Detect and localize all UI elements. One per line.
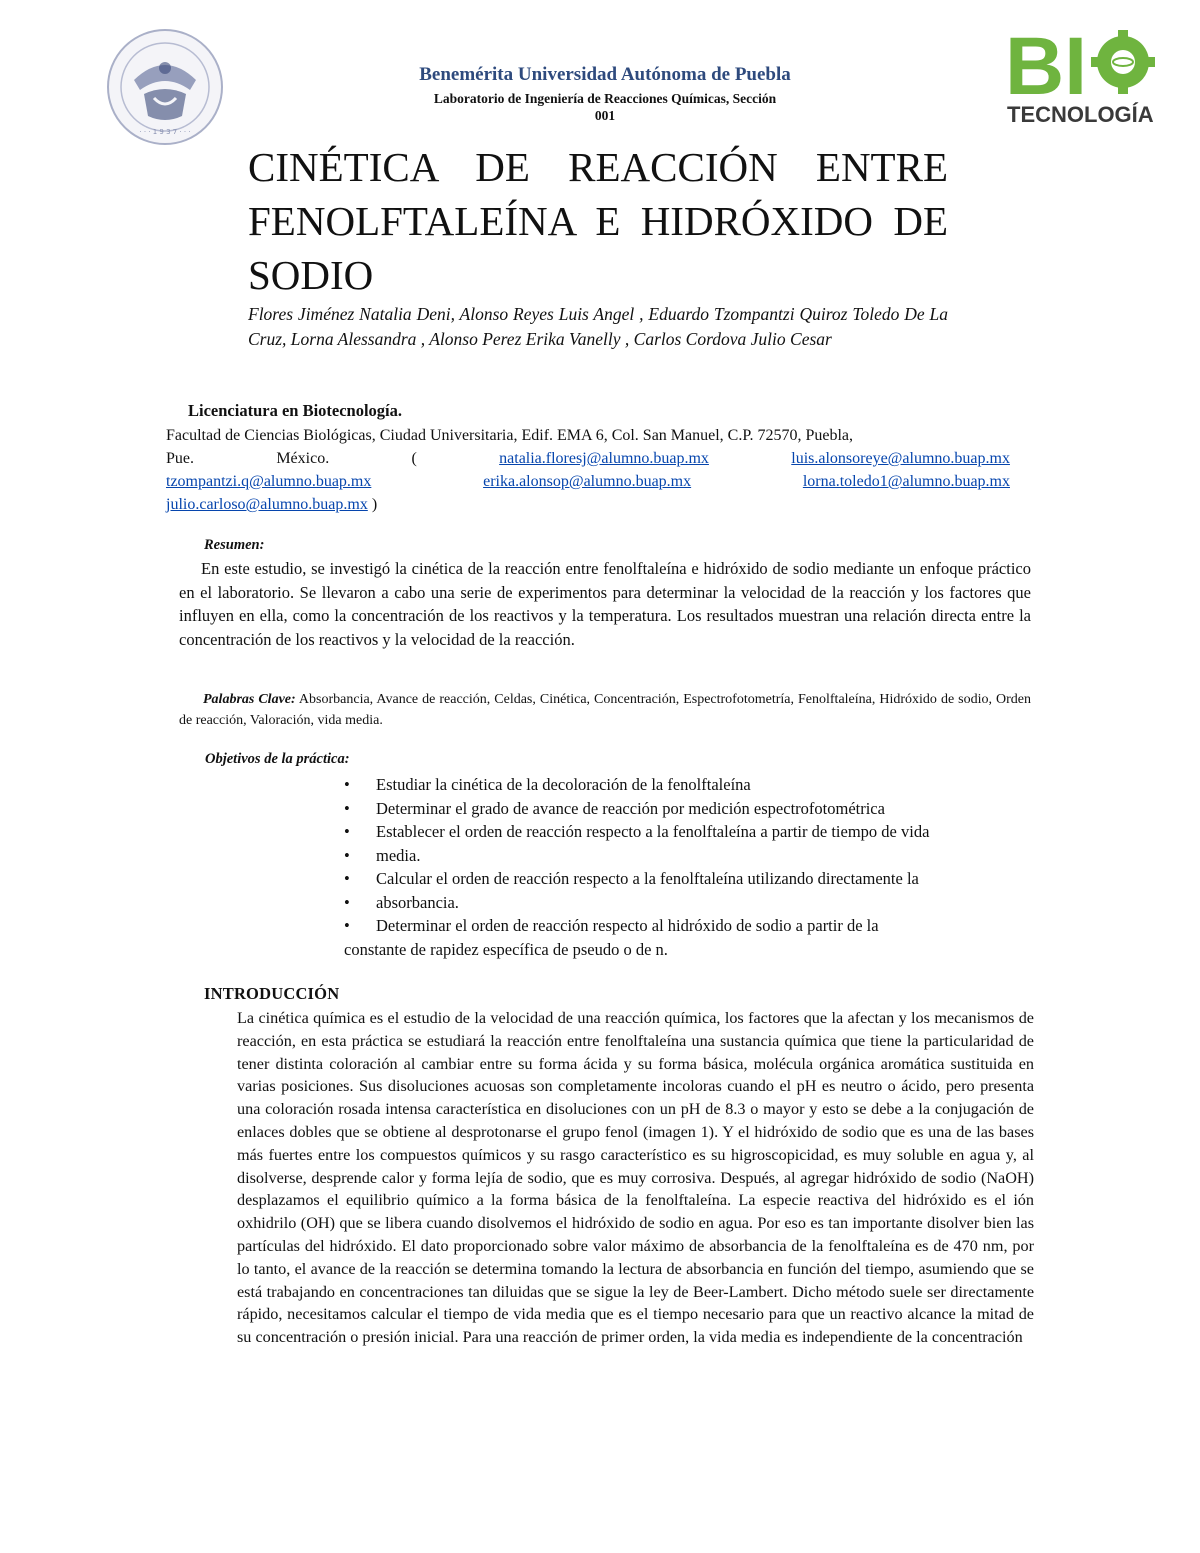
bullet-icon: • bbox=[344, 845, 350, 865]
author-list: Flores Jiménez Natalia Deni, Alonso Reyes Luis Angel , Eduardo Tzompantzi Quiroz Toledo De La Cruz, Lorna Alessandra , Alonso Perez Erika Vanelly , Carlos Cordova Julio Cesar bbox=[248, 304, 948, 349]
abstract-text: En este estudio, se investigó la cinética de la reacción entre fenolftaleína e hidróxido de sodio mediante un enfoque práctico en el laboratorio. Se llevaron a cabo una serie de experimentos para determinar la velocidad de la reacción y los factores que influyen en ella, como la concentración de los reactivos y la temperatura. Los resultados muestran una relación directa entre la concentración de los reactivos y la velocidad de la reacción. bbox=[179, 559, 1031, 649]
bullet-icon: • bbox=[344, 869, 350, 888]
list-item: • Estudiar la cinética de la decoloración de la fenolftaleína bbox=[344, 773, 1034, 797]
list-item: • absorbancia. bbox=[344, 891, 1034, 915]
logo-bi-text: BI bbox=[1005, 21, 1087, 112]
affiliation-block bbox=[166, 424, 1010, 516]
biotecnologia-logo bbox=[1005, 20, 1155, 128]
address-mexico: México. bbox=[276, 450, 330, 467]
email-link[interactable]: lorna.toledo1@alumno.buap.mx bbox=[802, 473, 1010, 490]
email-line-3 bbox=[166, 493, 1010, 516]
keywords-text: Absorbancia, Avance de reacción, Celdas, Cinética, Concentración, Espectrofotometría, Fenolftaleína, Hidróxido de sodio, Orden de reacción, Valoración, vida media. bbox=[179, 692, 1031, 728]
introduction-heading: INTRODUCCIÓN bbox=[204, 984, 340, 1003]
bullet-icon: • bbox=[344, 822, 350, 841]
degree-heading: Licenciatura en Biotecnología. bbox=[188, 401, 403, 420]
list-item: • Determinar el grado de avance de reacción por medición espectrofotométrica bbox=[344, 797, 1034, 821]
lab-name-line2: 001 bbox=[594, 108, 616, 123]
university-seal-logo bbox=[104, 28, 226, 146]
list-item: • Determinar el orden de reacción respecto al hidróxido de sodio a partir de la bbox=[344, 914, 1034, 938]
objectives-list bbox=[344, 773, 1034, 961]
objectives-label: Objetivos de la práctica: bbox=[205, 751, 350, 767]
open-paren: ( bbox=[411, 450, 417, 467]
lab-name bbox=[400, 90, 810, 124]
email-line-2 bbox=[166, 470, 1010, 493]
keywords-label: Palabras Clave: bbox=[203, 692, 296, 707]
email-link[interactable]: tzompantzi.q@alumno.buap.mx bbox=[166, 473, 372, 490]
svg-text:· · · 1 9 3 7 · · ·: · · · 1 9 3 7 · · · bbox=[139, 128, 191, 136]
email-link[interactable]: erika.alonsop@alumno.buap.mx bbox=[483, 473, 692, 490]
list-item: • Establecer el orden de reacción respecto a la fenolftaleína a partir de tiempo de vida bbox=[344, 820, 1034, 844]
paper-title: CINÉTICA DE REACCIÓN ENTRE FENOLFTALEÍNA E HIDRÓXIDO DE SODIO bbox=[248, 144, 948, 298]
bullet-icon: • bbox=[344, 916, 350, 935]
lab-name-line1: Laboratorio de Ingeniería de Reacciones Químicas, Sección bbox=[433, 91, 777, 106]
gear-icon bbox=[1091, 30, 1155, 94]
keywords-block bbox=[179, 689, 1031, 731]
bullet-icon: • bbox=[344, 775, 350, 794]
logo-tecnologia-text: TECNOLOGÍA bbox=[1007, 102, 1154, 127]
faculty-address: Facultad de Ciencias Biológicas, Ciudad Universitaria, Edif. EMA 6, Col. San Manuel, C.P. 72570, Puebla, bbox=[166, 427, 854, 444]
list-item: • media. bbox=[344, 844, 1034, 868]
email-line-1 bbox=[166, 447, 1010, 470]
close-paren: ) bbox=[371, 496, 378, 513]
list-item-continuation: constante de rapidez específica de pseudo o de n. bbox=[344, 939, 668, 959]
bullet-icon: • bbox=[344, 798, 350, 818]
abstract-label: Resumen: bbox=[204, 537, 265, 553]
bullet-icon: • bbox=[344, 892, 350, 912]
list-item: • Calcular el orden de reacción respecto a la fenolftaleína utilizando directamente la bbox=[344, 867, 1034, 891]
email-link[interactable]: natalia.floresj@alumno.buap.mx bbox=[499, 450, 709, 467]
address-pue: Pue. bbox=[166, 450, 194, 467]
university-name: Benemérita Universidad Autónoma de Puebla bbox=[419, 64, 791, 85]
introduction-text: La cinética química es el estudio de la velocidad de una reacción química, los factores que la afectan y los mecanismos de reacción, en esta práctica se estudiará la reacción entre fenolftaleína una sustancia química que tiene la particularidad de tener distinta coloración al cambiar entre su forma ácida y su forma básica, molécula orgánica aromática sustituida en varias posiciones. Sus disoluciones acuosas son completamente incoloras cuando el pH es neutro o ácido, pero presenta una coloración rosada intensa característica en disoluciones con un pH de 8.3 o mayor y esto se debe a la conjugación de enlaces dobles que se obtiene al desprotonarse el grupo fenol (imagen 1). Y el hidróxido de sodio que es una de las bases más fuertes entre los compuestos químicos y su rasgo característico es su higroscopicidad, es muy soluble en agua y, al disolverse, desprende calor y forma lejía de sodio, que es muy corrosiva. Después, al agregar hidróxido de sodio (NaOH) desplazamos el equilibrio químico a la forma básica de la fenolftaleína. La especie reactiva del hidróxido es el ión oxhidrilo (OH) que se libera cuando disolvemos el hidróxido de sodio en agua. Por eso es tan importante disolver bien las partículas del hidróxido. El dato proporcionado sobre valor máximo de absorbancia de la fenolftaleína es de 470 nm, por lo tanto, el avance de la reacción se determina tomando la lectura de absorbancia en función del tiempo, asumiendo que se está trabajando en concentraciones tan diluidas que se sigue la ley de Beer-Lambert. Dicho método suele ser directamente rápido, necesitamos calcular el tiempo de vida media que es el tiempo necesario para que un reactivo alcance la mitad de su concentración o presión inicial. Para una reacción de primer orden, la vida media es independiente de la concentración bbox=[237, 1009, 1034, 1347]
email-link[interactable]: julio.carloso@alumno.buap.mx bbox=[166, 496, 368, 513]
email-link[interactable]: luis.alonsoreye@alumno.buap.mx bbox=[791, 450, 1010, 467]
